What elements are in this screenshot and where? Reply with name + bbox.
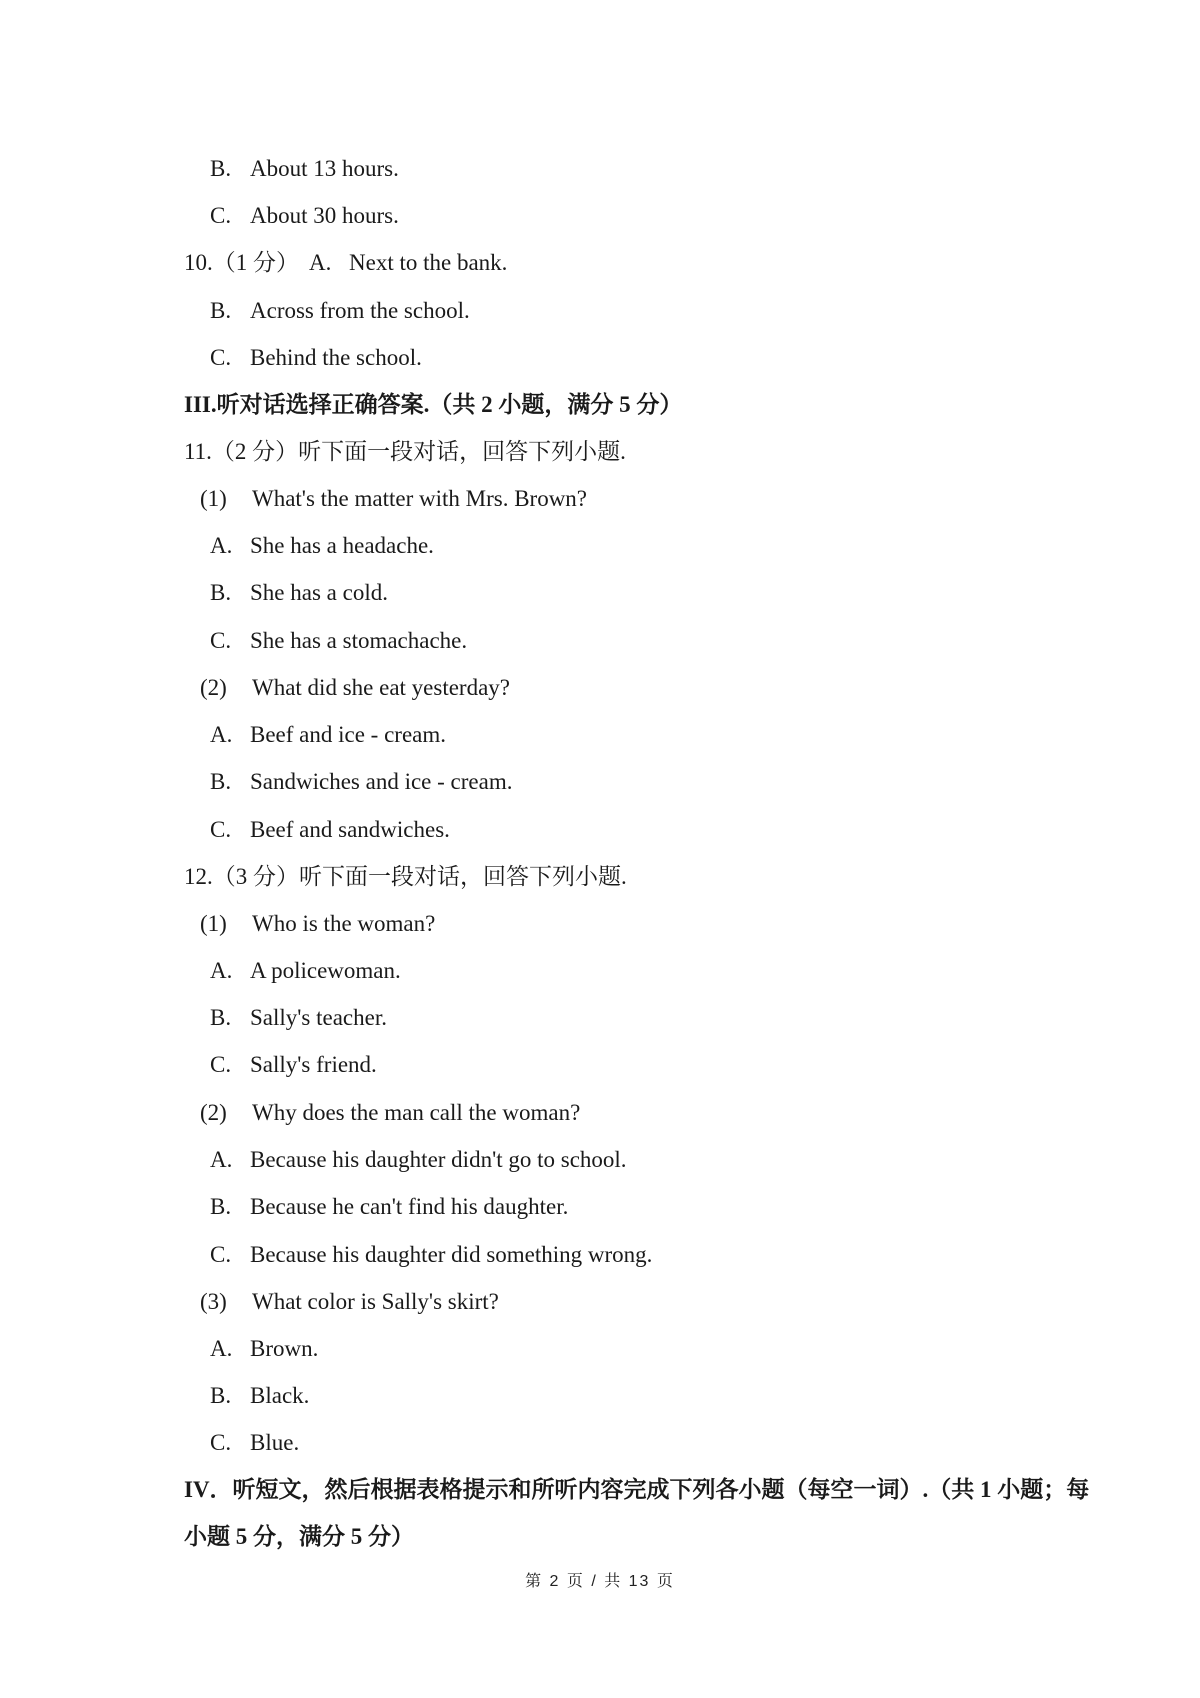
option-text: Behind the school. xyxy=(250,345,422,370)
sub-question-number: (2) xyxy=(200,1100,227,1125)
q12-sub1-option-b xyxy=(210,1003,387,1033)
option-letter: C. xyxy=(210,1430,232,1455)
option-letter: C. xyxy=(210,1242,232,1267)
q11-stem: 11.（2 分）听下面一段对话，回答下列小题. xyxy=(184,439,626,464)
option-letter: C. xyxy=(210,1052,232,1077)
q11-sub2-option-a xyxy=(210,720,446,750)
sub-question-text: What's the matter with Mrs. Brown? xyxy=(252,486,588,511)
option-letter: B. xyxy=(210,156,232,181)
option-letter: B. xyxy=(210,1005,232,1030)
q12-sub2-question xyxy=(200,1098,580,1128)
option-text: Sally's friend. xyxy=(250,1052,377,1077)
question-number: 10.（1 分） xyxy=(184,250,299,275)
q11-sub1-option-c xyxy=(210,626,467,656)
option-text: Because he can't find his daughter. xyxy=(250,1194,569,1219)
q10-option-b xyxy=(210,296,470,326)
option-letter: B. xyxy=(210,1383,232,1408)
option-letter: A. xyxy=(210,1336,233,1361)
option-letter: B. xyxy=(210,580,232,605)
q12-sub1-option-a xyxy=(210,956,401,986)
option-letter: B. xyxy=(210,769,232,794)
option-text: A policewoman. xyxy=(250,958,401,983)
option-letter: A. xyxy=(309,250,332,275)
sub-question-number: (2) xyxy=(200,675,227,700)
option-letter: B. xyxy=(210,298,232,323)
option-letter: A. xyxy=(210,722,233,747)
q12-stem: 12.（3 分）听下面一段对话，回答下列小题. xyxy=(184,864,627,889)
sub-question-number: (1) xyxy=(200,486,227,511)
option-letter: C. xyxy=(210,628,232,653)
option-letter: C. xyxy=(210,817,232,842)
sub-question-text: What color is Sally's skirt? xyxy=(252,1289,499,1314)
option-text: About 13 hours. xyxy=(250,156,399,181)
option-letter: A. xyxy=(210,958,233,983)
q11-sub2-option-b xyxy=(210,767,512,797)
q11-sub1-question xyxy=(200,484,587,514)
section4-heading-line1: IV．听短文，然后根据表格提示和所听内容完成下列各小题（每空一词）.（共 1 小题；每 xyxy=(184,1477,1090,1502)
q12-sub3-option-b xyxy=(210,1381,309,1411)
option-text: Next to the bank. xyxy=(349,250,508,275)
option-letter: C. xyxy=(210,345,232,370)
q11-sub2-option-c xyxy=(210,815,450,845)
option-letter: A. xyxy=(210,533,233,558)
option-text: Brown. xyxy=(250,1336,319,1361)
q12-sub3-option-a xyxy=(210,1334,318,1364)
option-text: Black. xyxy=(250,1383,310,1408)
option-text: Sandwiches and ice - cream. xyxy=(250,769,513,794)
option-text: Beef and ice - cream. xyxy=(250,722,447,747)
option-text: Because his daughter didn't go to school. xyxy=(250,1147,627,1172)
q12-sub1-option-c xyxy=(210,1050,377,1080)
sub-question-text: Why does the man call the woman? xyxy=(252,1100,581,1125)
option-letter: B. xyxy=(210,1194,232,1219)
sub-question-text: Who is the woman? xyxy=(252,911,436,936)
option-text: She has a stomachache. xyxy=(250,628,468,653)
option-letter: C. xyxy=(210,203,232,228)
q12-sub2-option-c xyxy=(210,1240,652,1270)
section3-heading: III.听对话选择正确答案.（共 2 小题，满分 5 分） xyxy=(184,392,683,417)
option-text: She has a headache. xyxy=(250,533,434,558)
q11-sub2-question xyxy=(200,673,510,703)
option-text: She has a cold. xyxy=(250,580,388,605)
q12-sub2-option-b xyxy=(210,1192,568,1222)
q9-option-b xyxy=(210,154,399,184)
q12-sub3-question xyxy=(200,1287,499,1317)
section4-heading-line2: 小题 5 分，满分 5 分） xyxy=(184,1524,414,1549)
q11-sub1-option-b xyxy=(210,578,388,608)
sub-question-number: (1) xyxy=(200,911,227,936)
q9-option-c xyxy=(210,201,399,231)
q12-sub2-option-a xyxy=(210,1145,627,1175)
option-text: Across from the school. xyxy=(250,298,470,323)
sub-question-number: (3) xyxy=(200,1289,227,1314)
option-letter: A. xyxy=(210,1147,233,1172)
q12-sub3-option-c xyxy=(210,1428,299,1458)
option-text: About 30 hours. xyxy=(250,203,399,228)
option-text: Beef and sandwiches. xyxy=(250,817,450,842)
sub-question-text: What did she eat yesterday? xyxy=(252,675,510,700)
q11-sub1-option-a xyxy=(210,531,434,561)
q12-sub1-question xyxy=(200,909,435,939)
page-footer: 第 2 页 / 共 13 页 xyxy=(525,1573,675,1590)
option-text: Because his daughter did something wrong. xyxy=(250,1242,653,1267)
q10-stem-with-option-a xyxy=(184,248,507,278)
option-text: Sally's teacher. xyxy=(250,1005,387,1030)
q10-option-c xyxy=(210,343,422,373)
option-text: Blue. xyxy=(250,1430,300,1455)
